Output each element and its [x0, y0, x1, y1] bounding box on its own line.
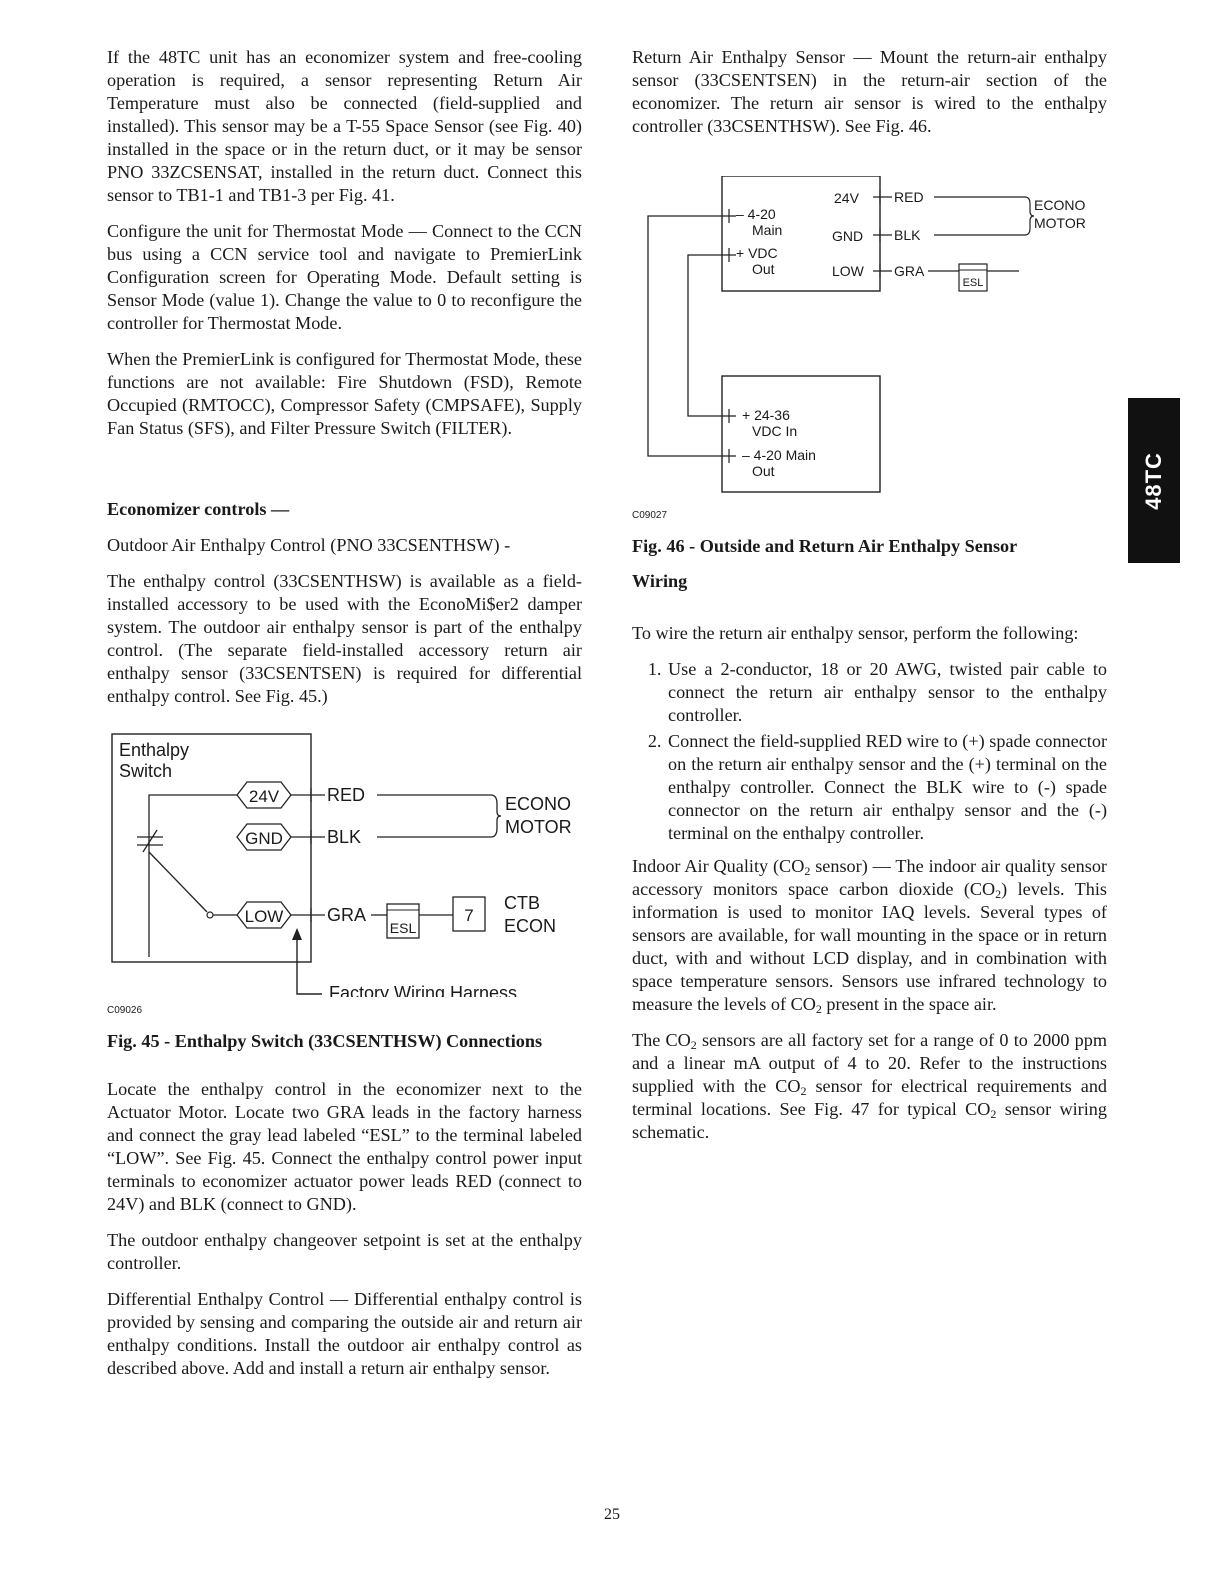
- terminal-24v: 24V: [248, 787, 280, 806]
- section-tab: 48TC: [1128, 398, 1180, 563]
- econ-label: ECON: [504, 916, 557, 936]
- right-column: [632, 46, 1107, 1157]
- terminal-label: Out: [752, 261, 775, 277]
- ctb-terminal: 7: [464, 906, 474, 925]
- wire-gra: GRA: [327, 905, 367, 925]
- esl-connector: ESL: [962, 277, 984, 289]
- terminal-label: – 4-20: [736, 206, 776, 222]
- ctb-label: CTB: [504, 893, 540, 913]
- wire-red: RED: [894, 189, 924, 205]
- enthalpy-switch-diagram: [107, 732, 582, 997]
- paragraph: If the 48TC unit has an economizer system and free-cooling operation is required, a sensor representing Return Air Temperature must also be connected (field-supplied and installed). This sensor may be a T-55 Space Sensor (see Fig. 40) installed in the space or in the return duct, or it may be sensor PNO 33ZCSENSAT, installed in the return duct. Connect this sensor to TB1-1 and TB1-3 per Fig. 41.: [107, 47, 582, 205]
- terminal-label: Out: [752, 463, 775, 479]
- list-item: 1. Use a 2-conductor, 18 or 20 AWG, twisted pair cable to connect the return air enthalpy sensor to the enthalpy controller.: [666, 658, 1107, 727]
- section-heading: Economizer controls —: [107, 499, 290, 519]
- paragraph: Indoor Air Quality ($CO_2$ sensor) — The indoor air quality sensor accessory monitors space carbon dioxide $(CO_2)$ levels. This information is used to monitor IAQ levels. Several types of sensors are available, for wall mounting in the space or in return duct, with and without LCD display, and in combination with space temperature sensors. Sensors use infrared technology to measure the levels of $CO_2$ present in the space air.: [632, 856, 1107, 1016]
- page-number: 25: [604, 1506, 620, 1523]
- paragraph: The outdoor enthalpy changeover setpoint is set at the enthalpy controller.: [107, 1230, 582, 1273]
- box-label: Enthalpy: [119, 740, 190, 760]
- wire-red: RED: [327, 785, 366, 805]
- motor-label: MOTOR: [505, 817, 572, 837]
- paragraph: The $CO_2$ sensors are all factory set for a range of 0 to 2000 ppm and a linear mA output of 4 to 20. Refer to the instructions supplied with the $CO_2$ sensor for electrical requirements and terminal locations. See Fig. 47 for typical $CO_2$ sensor wiring schematic.: [632, 1030, 1108, 1142]
- figure-45: [107, 732, 582, 1052]
- paragraph: To wire the return air enthalpy sensor, perform the following:: [632, 623, 1079, 643]
- enthalpy-sensor-wiring-diagram: [632, 176, 1107, 504]
- figure-caption: Wiring: [632, 571, 688, 591]
- box-label: Switch: [119, 761, 173, 781]
- figure-code: C09026: [107, 1005, 143, 1016]
- paragraph: Configure the unit for Thermostat Mode — Connect to the CCN bus using a CCN service tool and navigate to PremierLink Configuration screen for Operating Mode. Default setting is Sensor Mode (value 1). Change the value to 0 to reconfigure the controller for Thermostat Mode.: [107, 221, 582, 333]
- terminal-label: + VDC: [736, 245, 778, 261]
- wire-blk: BLK: [327, 827, 362, 847]
- steps-list: [632, 658, 1107, 845]
- factory-harness-label: Factory Wiring Harness: [329, 983, 518, 997]
- terminal-24v: 24V: [834, 190, 859, 206]
- figure-caption: Fig. 46 - Outside and Return Air Enthalpy Sensor: [632, 536, 1018, 556]
- wire-blk: BLK: [894, 227, 921, 243]
- figure-46: [632, 176, 1107, 592]
- paragraph: Outdoor Air Enthalpy Control (PNO 33CSENTHSW) -: [107, 535, 511, 555]
- figure-caption: Fig. 45 - Enthalpy Switch (33CSENTHSW) Connections: [107, 1031, 543, 1051]
- figure-code: C09027: [632, 510, 668, 521]
- terminal-low: LOW: [244, 907, 284, 926]
- paragraph: Differential Enthalpy Control — Differential enthalpy control is provided by sensing and comparing the outside air and return air enthalpy conditions. Install the outdoor air enthalpy control as described above. Add and install a return air enthalpy sensor.: [107, 1289, 582, 1378]
- econo-label: ECONO: [505, 794, 572, 814]
- econo-label: ECONO: [1034, 197, 1086, 213]
- wire-gra: GRA: [894, 263, 925, 279]
- terminal-gnd: GND: [245, 829, 283, 848]
- terminal-low: LOW: [832, 263, 864, 279]
- terminal-gnd: GND: [832, 228, 864, 244]
- terminal-label: VDC In: [752, 423, 798, 439]
- left-column: [107, 46, 582, 1393]
- terminal-label: Main: [752, 222, 783, 238]
- paragraph: The enthalpy control (33CSENTHSW) is available as a field-installed accessory to be used with the EconoMi$er2 damper system. The outdoor air enthalpy sensor is part of the enthalpy control. (The separate field-installed accessory return air enthalpy sensor (33CSENTSEN) is required for differential enthalpy control. See Fig. 45.): [107, 571, 582, 706]
- esl-connector: ESL: [389, 920, 417, 936]
- motor-label: MOTOR: [1034, 215, 1086, 231]
- terminal-label: – 4-20 Main: [742, 447, 816, 463]
- paragraph: Locate the enthalpy control in the economizer next to the Actuator Motor. Locate two GRA leads in the factory harness and connect the gray lead labeled “ESL” to the terminal labeled “LOW”. See Fig. 45. Connect the enthalpy control power input terminals to economizer actuator power leads RED (connect to 24V) and BLK (connect to GND).: [107, 1079, 582, 1214]
- list-item: 2. Connect the field-supplied RED wire to (+) spade connector on the return air enthalpy sensor and the (+) terminal on the enthalpy controller. Connect the BLK wire to (-) spade connector on the return air enthalpy sensor and the (-) terminal on the enthalpy controller.: [666, 730, 1107, 845]
- terminal-label: + 24-36: [742, 407, 790, 423]
- paragraph: When the PremierLink is configured for Thermostat Mode, these functions are not available: Fire Shutdown (FSD), Remote Occupied (RMTOCC), Compressor Safety (CMPSAFE), Supply Fan Status (SFS), and Filter Pressure Switch (FILTER).: [107, 349, 582, 438]
- paragraph: Return Air Enthalpy Sensor — Mount the return-air enthalpy sensor (33CSENTSEN) in the return-air section of the economizer. The return air sensor is wired to the enthalpy controller (33CSENTHSW). See Fig. 46.: [632, 47, 1107, 136]
